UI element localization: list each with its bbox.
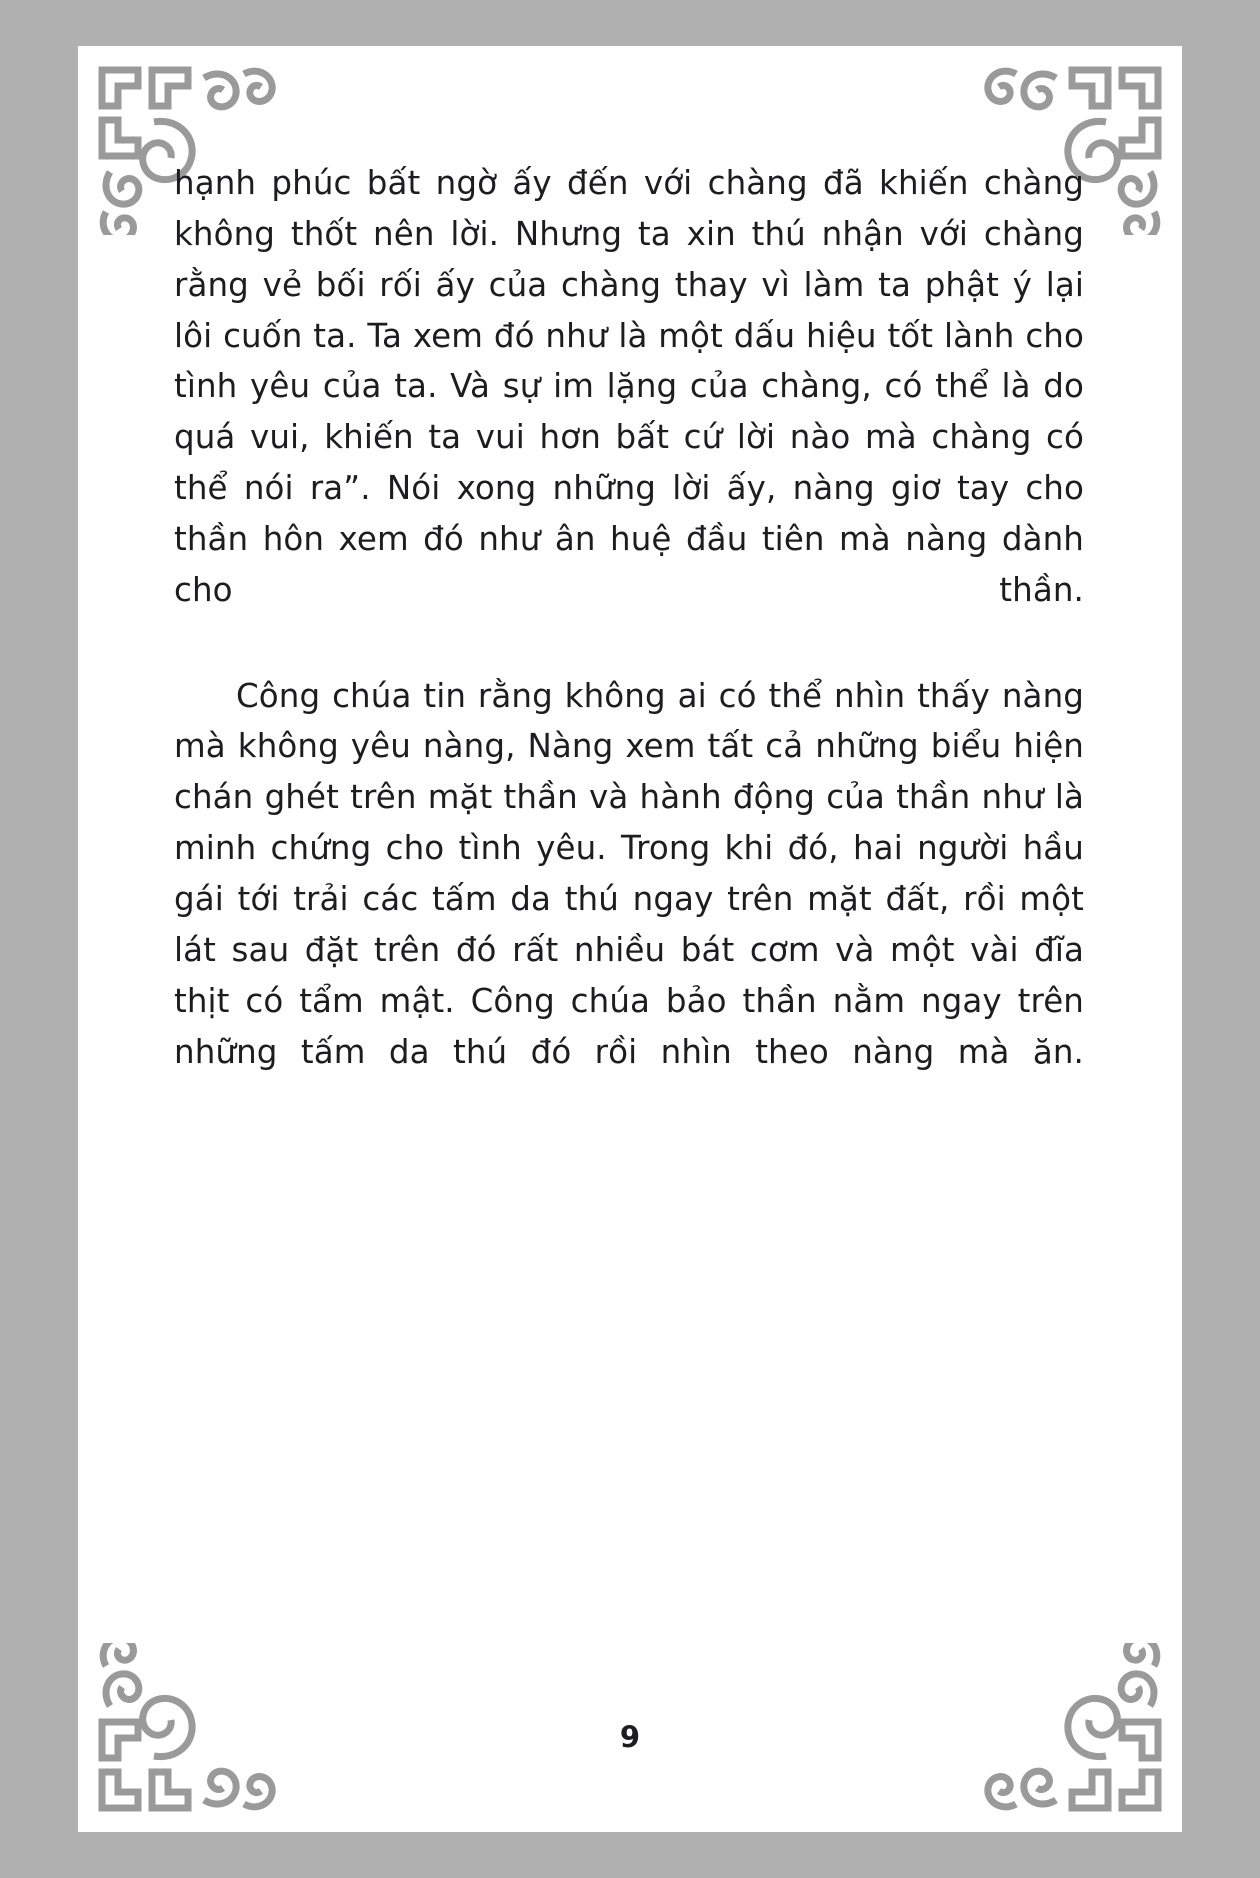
paragraph-2: Công chúa tin rằng không ai có thể nhìn thấy nàng mà không yêu nàng, Nàng xem tất cả những biểu hiện chán ghét trên mặt thần và hành động của thần như là minh chứng cho tình yêu. Trong khi đó, hai người hầu gái tới trải các tấm da thú ngay trên mặt đất, rồi một lát sau đặt trên đó rất nhiều bát cơm và một vài đĩa thịt có tẩm mật. Công chúa bảo thần nằm ngay trên những tấm da thú đó rồi nhìn theo nàng mà ăn. [174, 676, 1084, 1071]
document-page [78, 46, 1182, 1832]
page-number: 9 [619, 1720, 641, 1754]
page-body-text [174, 158, 1084, 1128]
paragraph-1: hạnh phúc bất ngờ ấy đến với chàng đã khiến chàng không thốt nên lời. Nhưng ta xin thú nhận với chàng rằng vẻ bối rối ấy của chàng thay vì làm ta phật ý lại lôi cuốn ta. Ta xem đó như là một dấu hiệu tốt lành cho tình yêu của ta. Và sự im lặng của chàng, có thể là do quá vui, khiến ta vui hơn bất cứ lời nào mà chàng có thể nói ra”. Nói xong những lời ấy, nàng giơ tay cho thần hôn xem đó như ân huệ đầu tiên mà nàng dành cho thần. [174, 164, 1084, 609]
